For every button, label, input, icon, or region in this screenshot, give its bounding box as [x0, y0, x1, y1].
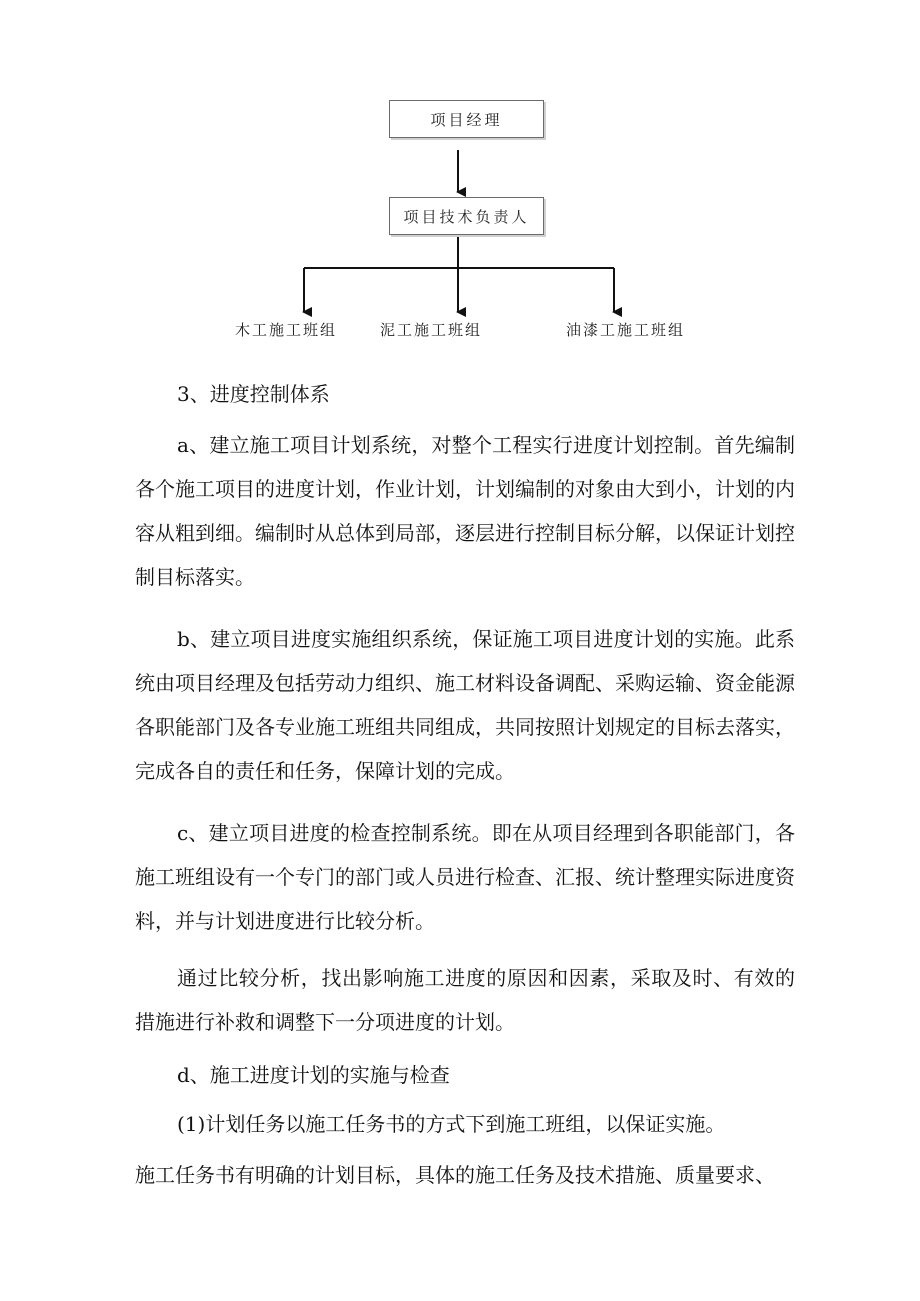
paragraph-c: c、建立项目进度的检查控制系统。即在从项目经理到各职能部门，各施工班组设有一个专门的部门或人员进行检查、汇报、统计整理实际进度资料，并与计划进度进行比较分析。 [135, 821, 795, 933]
project-manager-box [389, 100, 544, 138]
paragraph-a: a、建立施工项目计划系统，对整个工程实行进度计划控制。首先编制各个施工项目的进度计划，作业计划，计划编制的对象由大到小，计划的内容从粗到细。编制时从总体到局部，逐层进行控制目标分解，以保证计划控制目标落实。 [135, 433, 795, 589]
team-carpentry-label: 木工施工班组 [235, 321, 338, 339]
paragraph-task-book: 施工任务书有明确的计划目标，具体的施工任务及技术措施、质量要求、 [135, 1163, 775, 1187]
technical-lead-box [389, 197, 544, 235]
project-manager-label: 项目经理 [430, 110, 503, 129]
section-heading-3: 3、进度控制体系 [177, 382, 330, 406]
paragraph-analysis: 通过比较分析，找出影响施工进度的原因和因素，采取及时、有效的措施进行补救和调整下一分项进度的计划。 [135, 966, 795, 1034]
org-chart [0, 0, 920, 360]
team-painting-label: 油漆工施工班组 [566, 321, 686, 339]
paragraph-b: b、建立项目进度实施组织系统，保证施工项目进度计划的实施。此系统由项目经理及包括劳动力组织、施工材料设备调配、采购运输、资金能源各职能部门及各专业施工班组共同组成，共同按照计划规定的目标去落实，完成各自的责任和任务，保障计划的完成。 [135, 627, 795, 783]
list-item-1: (1)计划任务以施工任务书的方式下到施工班组，以保证实施。 [177, 1112, 726, 1136]
paragraph-d-heading: d、施工进度计划的实施与检查 [177, 1063, 450, 1087]
technical-lead-label: 项目技术负责人 [403, 207, 530, 226]
team-masonry-label: 泥工施工班组 [380, 321, 483, 339]
org-chart-connectors [0, 0, 920, 360]
